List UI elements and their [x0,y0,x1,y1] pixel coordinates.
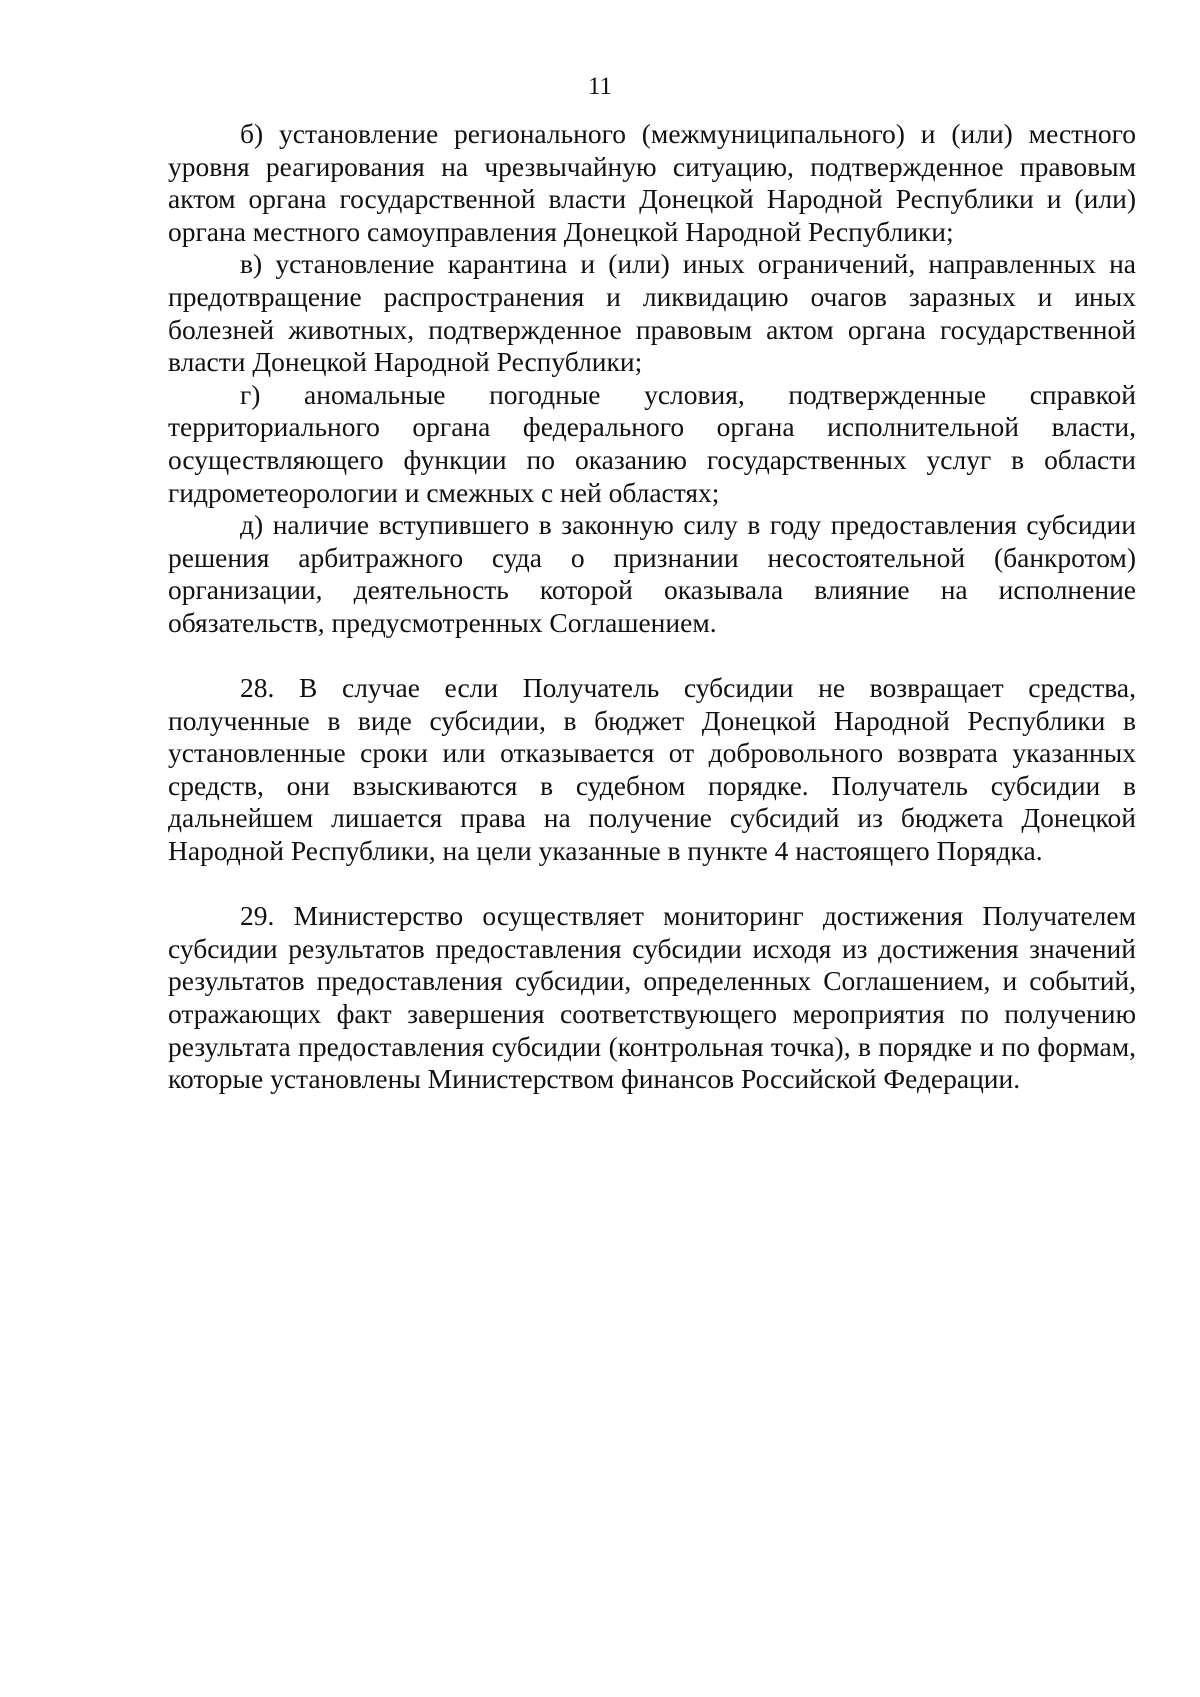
document-body [168,118,1136,1096]
paragraph-subitem-g: г) аномальные погодные условия, подтвержденные справкой территориального органа федерального органа исполнительной власти, осуществляющего функции по оказанию государственных услуг в области гидрометеорологии и смежных с ней областях; [168,378,1136,508]
page-number: 11 [587,73,613,100]
paragraph-subitem-v: в) установление карантина и (или) иных ограничений, направленных на предотвращение распространения и ликвидацию очагов заразных и иных болезней животных, подтвержденное правовым актом органа государственной власти Донецкой Народной Республики; [168,248,1136,378]
paragraph-subitem-d: д) наличие вступившего в законную силу в году предоставления субсидии решения арбитражного суда о признании несостоятельной (банкротом) организации, деятельность которой оказывала влияние на исполнение обязательств, предусмотренных Соглашением. [168,509,1136,638]
paragraph-item-28: 28. В случае если Получатель субсидии не возвращает средства, полученные в виде субсидии, в бюджет Донецкой Народной Республики в установленные сроки или отказывается от добровольного возврата указанных средств, они взыскиваются в судебном порядке. Получатель субсидии в дальнейшем лишается права на получение субсидий из бюджета Донецкой Народной Республики, на цели указанные в пункте 4 настоящего Порядка. [168,672,1136,867]
paragraph-subitem-b: б) установление регионального (межмуниципального) и (или) местного уровня реагирования на чрезвычайную ситуацию, подтвержденное правовым актом органа государственной власти Донецкой Народной Республики и (или) органа местного самоуправления Донецкой Народной Республики; [168,118,1136,247]
paragraph-item-29: 29. Министерство осуществляет мониторинг достижения Получателем субсидии результатов предоставления субсидии исходя из достижения значений результатов предоставления субсидии, определенных Соглашением, и событий, отражающих факт завершения соответствующего мероприятия по получению результата предоставления субсидии (контрольная точка), в порядке и по формам, которые установлены Министерством финансов Российской Федерации. [168,900,1136,1095]
